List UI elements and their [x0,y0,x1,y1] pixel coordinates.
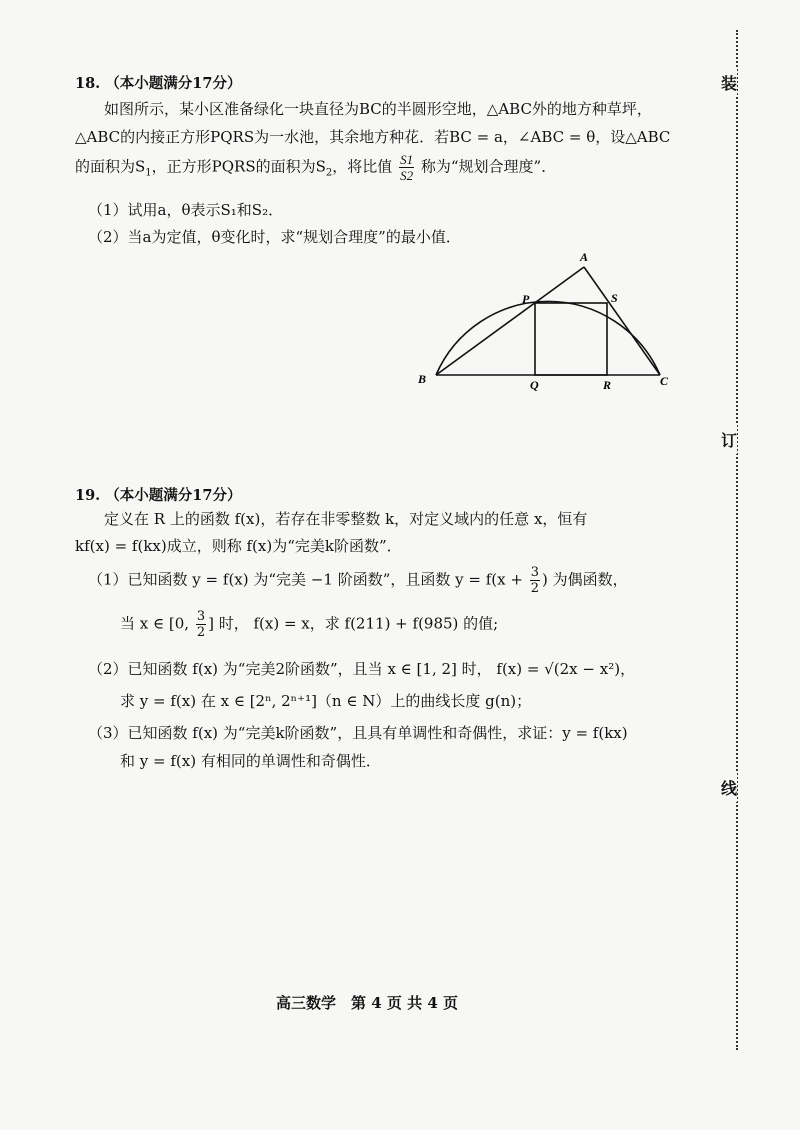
q19-p1-fraction-num: 3 [530,565,539,580]
q18-part-2: （2）当a为定值，θ变化时，求“规划合理度”的最小值． [88,228,461,246]
q18-line-1: 如图所示，某小区准备绿化一块直径为BC的半圆形空地，△ABC外的地方种草坪， [104,100,652,118]
q19-p1-fraction-den: 2 [530,581,539,596]
q19-line-1: 定义在 R 上的函数 f(x)，若存在非零整数 k，对定义域内的任意 x，恒有 [104,510,588,528]
q19-p1-c: 当 x ∈ [0, [120,614,190,633]
q18-l3-c: ，将比值 [332,157,393,176]
q18-l3-a: 的面积为S [75,157,146,176]
q19-p1-b: ) 为偶函数， [541,570,628,589]
q19-p1-a: （1）已知函数 y = f(x) 为“完美 −1 阶函数”，且函数 y = f(x + [88,570,523,589]
side-ab [436,267,584,375]
q18-ratio-denominator: S2 [400,168,414,183]
q18-part-1: （1）试用a，θ表示S₁和S₂． [88,201,284,219]
q18-heading [75,72,241,93]
q18-l3-b: ，正方形PQRS的面积为S [151,157,326,176]
q18-ratio-numerator: S1 [400,152,414,167]
q19-part-3-line-1: （3）已知函数 f(x) 为“完美k阶函数”，且具有单调性和奇偶性，求证：y = f(kx) [88,724,628,742]
label-s: S [611,291,618,305]
square-pqrs [535,303,607,375]
q18-ratio-fraction [399,153,414,182]
q19-part-1-line-1 [88,566,628,595]
binding-label-ding: 订 [721,425,737,454]
q19-heading [75,484,241,505]
label-r: R [603,378,612,392]
q19-part-2-line-2: 求 y = f(x) 在 x ∈ [2ⁿ, 2ⁿ⁺¹]（n ∈ N）上的曲线长度 g(n)； [120,692,532,710]
q19-p1-d: ] 时， f(x) = x，求 f(211) + f(985) 的值; [208,614,499,633]
q19-p1-interval-num: 3 [196,609,206,624]
q18-line-2: △ABC的内接正方形PQRS为一水池，其余地方种花．若BC = a，∠ABC = θ，设△ABC [75,128,671,146]
q19-p1-interval-den: 2 [196,625,206,640]
label-b: B [418,372,427,386]
q19-number: 19. [75,487,101,504]
label-q: Q [530,378,539,392]
q19-line-2: kf(x) = f(kx)成立，则称 f(x)为“完美k阶函数”． [75,537,402,555]
label-a: A [580,250,589,264]
q18-semicircle-figure [410,245,680,395]
binding-label-xian: 线 [721,773,737,802]
q18-line-3: 的面积为$S_1$，正方形PQRS的面积为$S_2$，将比值 $\frac{S1}{S2}$ 称为“规划合理度”． [75,152,557,183]
semicircle-arc [436,301,660,375]
q19-p1-interval-fraction [196,610,206,639]
q18-score: （本小题满分17分） [105,75,242,92]
binding-dotted-line [736,30,740,1050]
side-ac [584,267,660,375]
q19-part-3-line-2: 和 y = f(x) 有相同的单调性和奇偶性． [120,752,381,770]
q19-part-2-line-1: （2）已知函数 f(x) 为“完美2阶函数”，且当 x ∈ [1, 2] 时， f(x) = √(2x − x²)， [88,660,636,678]
q18-l3-d: 称为“规划合理度”． [420,157,557,176]
q19-p1-fraction [530,566,540,595]
binding-label-zhuang: 装 [721,68,737,97]
q19-score: （本小题满分17分） [105,487,242,504]
page-footer: 高三数学 第 4 页 共 4 页 [276,994,458,1012]
q19-part-1-line-2 [120,610,498,639]
q18-number: 18. [75,75,101,92]
label-c: C [660,374,669,388]
label-p: P [522,292,530,306]
